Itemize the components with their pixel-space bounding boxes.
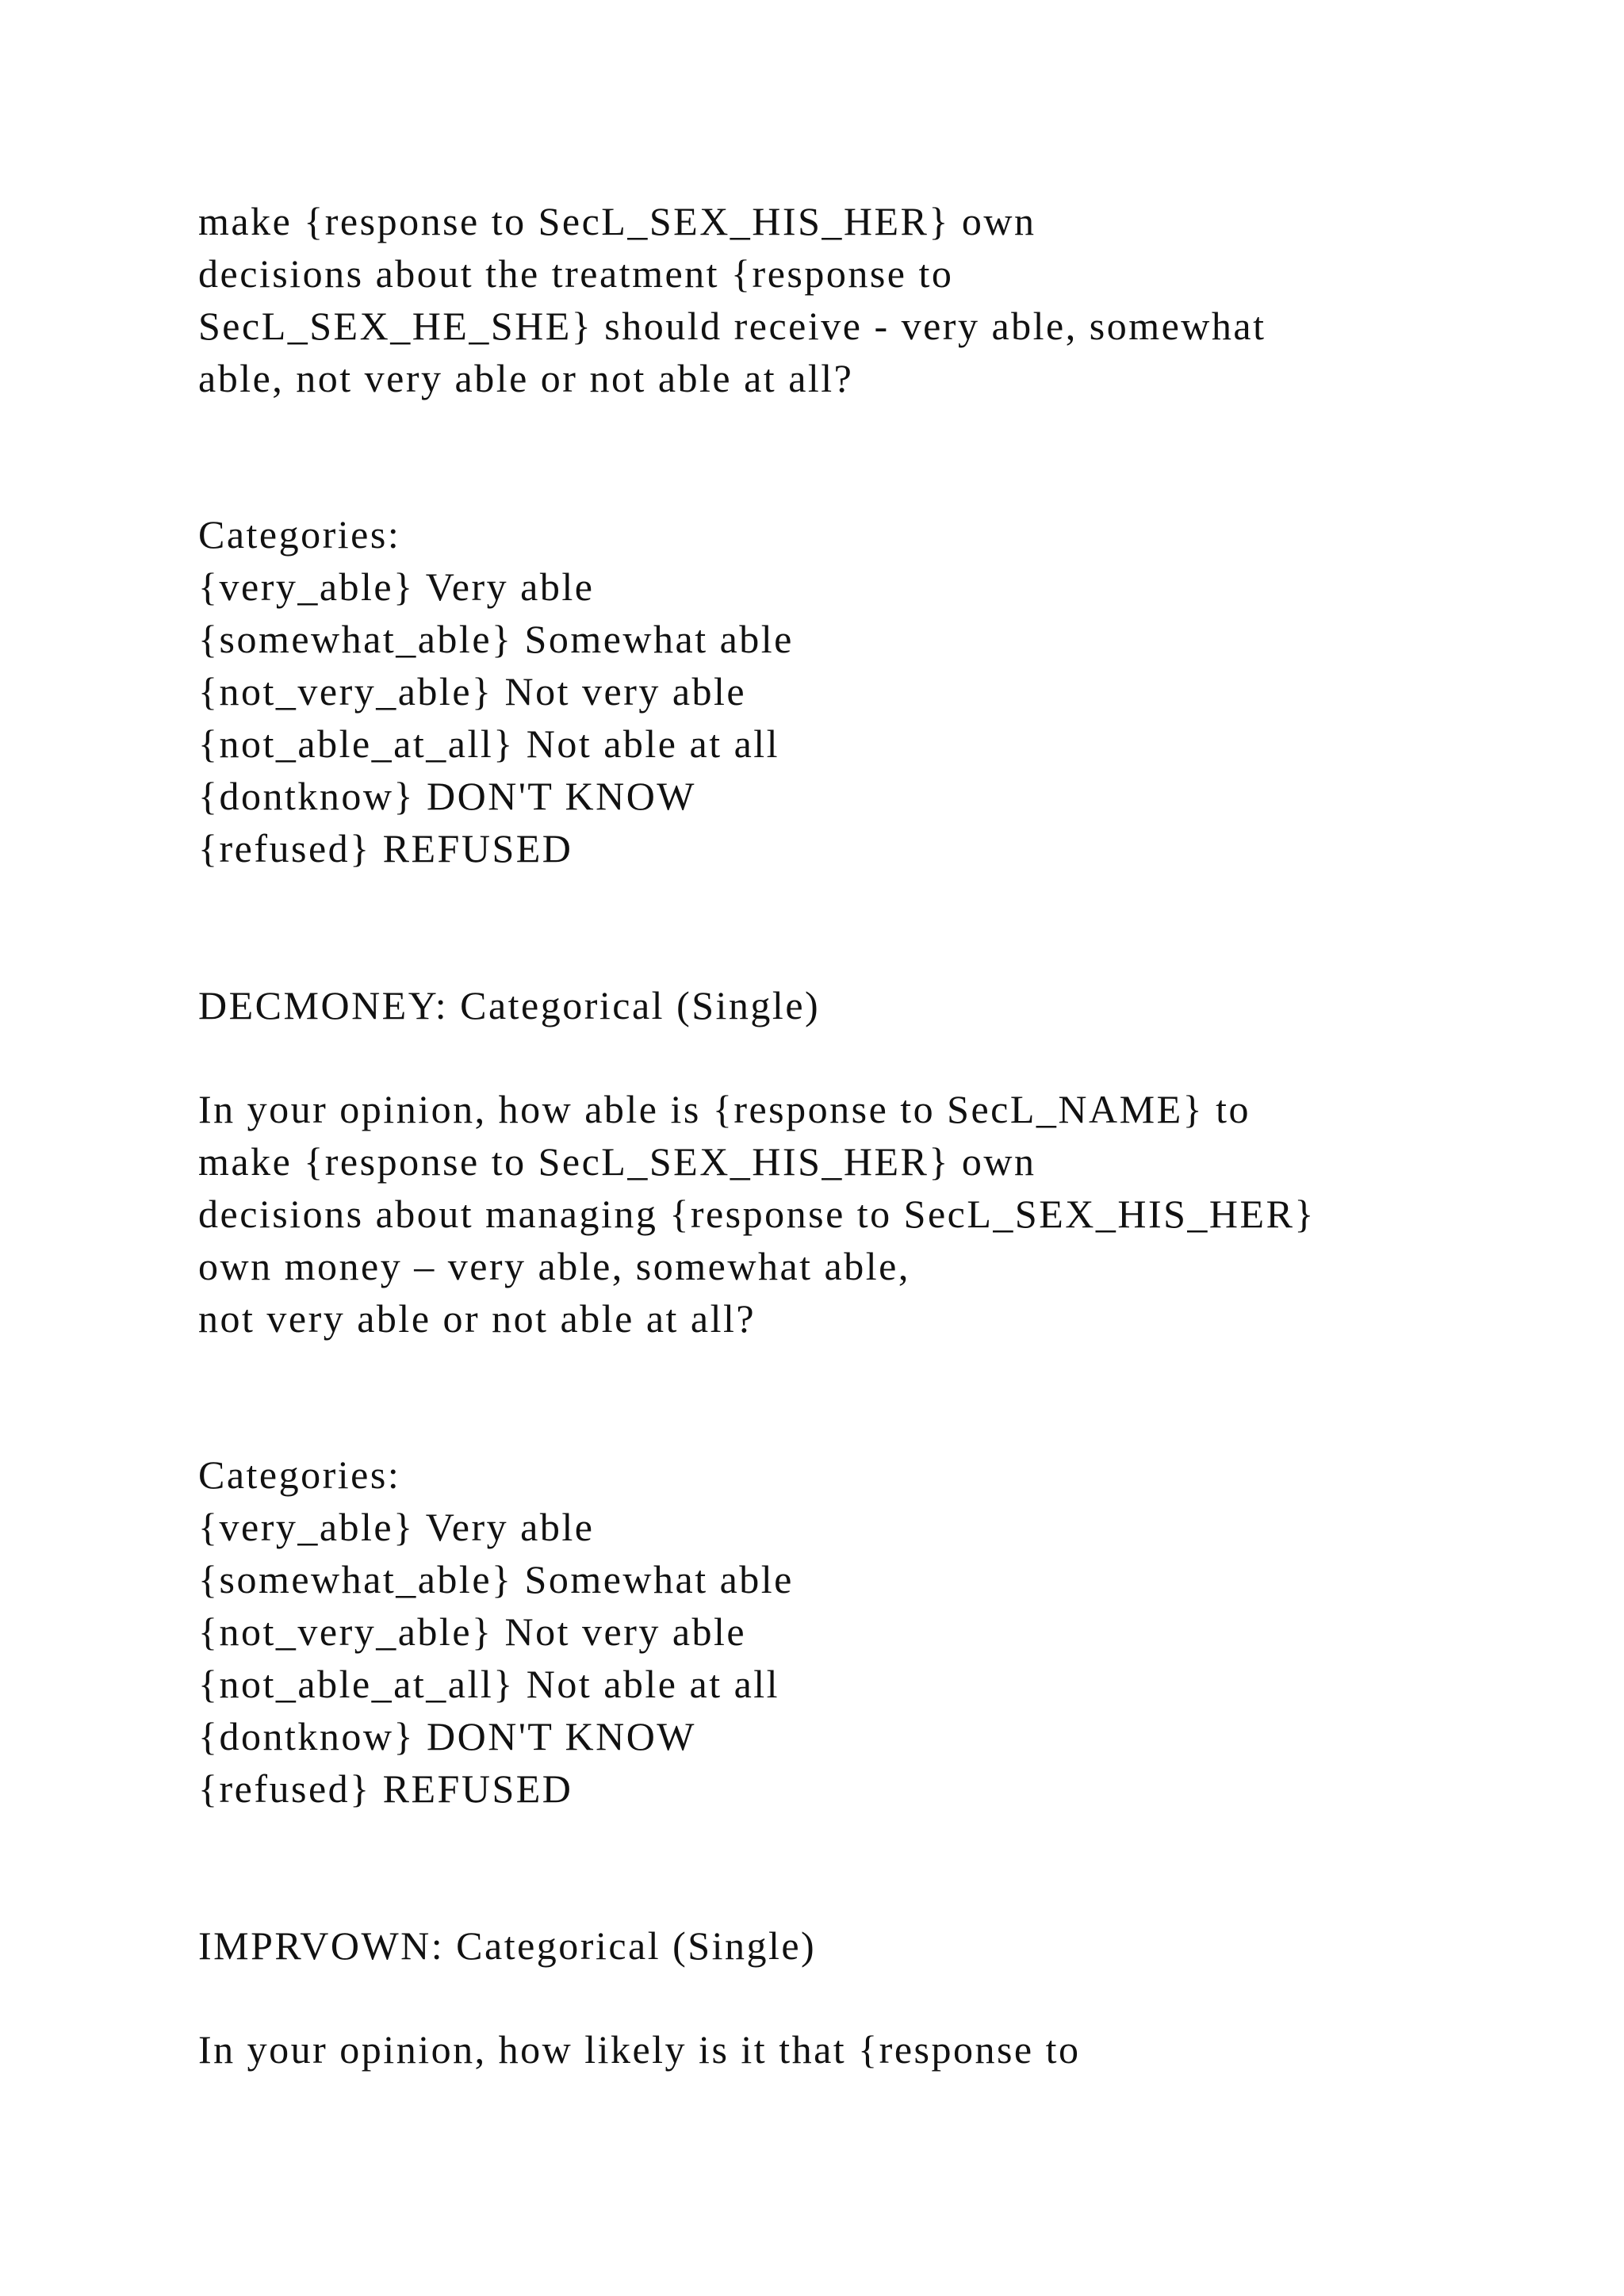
question-line-1: In your opinion, how able is {response to SecL_NAME} to — [198, 1087, 1251, 1131]
category-item: {somewhat_able} Somewhat able — [198, 1557, 794, 1601]
category-item: {dontknow} DON'T KNOW — [198, 774, 696, 818]
category-item: {not_very_able} Not very able — [198, 1609, 747, 1654]
intro-line-4: able, not very able or not able at all? — [198, 356, 854, 400]
question-line-5: not very able or not able at all? — [198, 1296, 756, 1341]
question-line-3: decisions about managing {response to SecL_SEX_HIS_HER} — [198, 1192, 1316, 1236]
question-line-1: In your opinion, how likely is it that {response to — [198, 2027, 1081, 2072]
category-item: {very_able} Very able — [198, 1505, 595, 1549]
category-item: {very_able} Very able — [198, 564, 595, 609]
intro-line-2: decisions about the treatment {response to — [198, 251, 954, 296]
category-item: {refused} REFUSED — [198, 1766, 573, 1811]
categories-heading: Categories: — [198, 1452, 401, 1497]
intro-line-1: make {response to SecL_SEX_HIS_HER} own — [198, 199, 1036, 243]
question-title: IMPRVOWN: Categorical (Single) — [198, 1923, 817, 1968]
category-item: {not_able_at_all} Not able at all — [198, 721, 780, 766]
category-item: {dontknow} DON'T KNOW — [198, 1714, 696, 1758]
category-item: {somewhat_able} Somewhat able — [198, 617, 794, 661]
category-item: {not_very_able} Not very able — [198, 669, 747, 714]
intro-line-3: SecL_SEX_HE_SHE} should receive - very able, somewhat — [198, 304, 1266, 348]
categories-heading: Categories: — [198, 512, 401, 557]
question-line-2: make {response to SecL_SEX_HIS_HER} own — [198, 1139, 1036, 1184]
question-line-4: own money – very able, somewhat able, — [198, 1244, 910, 1288]
category-item: {not_able_at_all} Not able at all — [198, 1662, 780, 1706]
category-item: {refused} REFUSED — [198, 826, 573, 871]
question-title: DECMONEY: Categorical (Single) — [198, 983, 821, 1027]
